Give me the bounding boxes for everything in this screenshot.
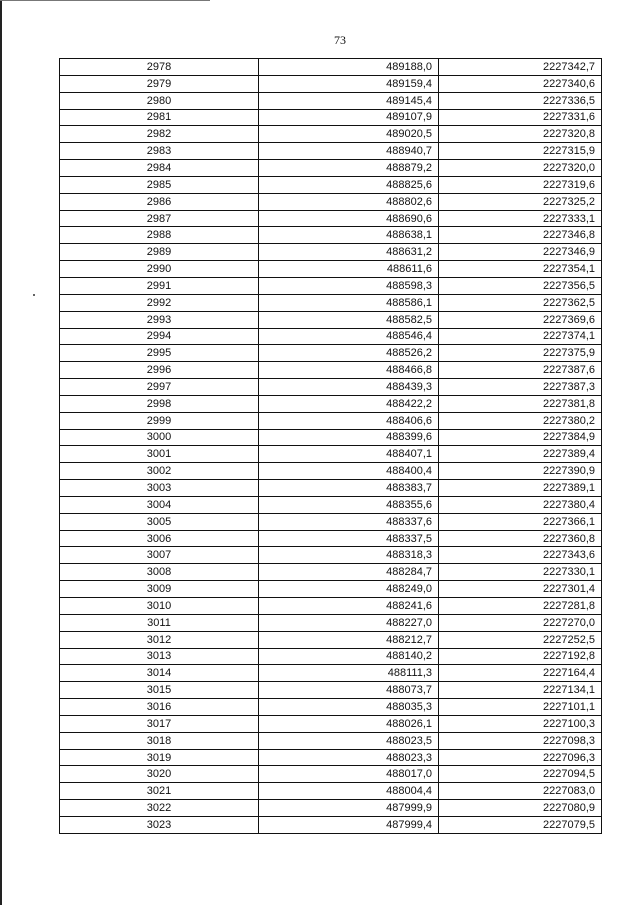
table-row xyxy=(60,547,602,564)
point-number-cell: 2988 xyxy=(60,227,259,244)
table-row xyxy=(60,648,602,665)
table-row xyxy=(60,446,602,463)
x-coordinate-cell: 488526,2 xyxy=(259,345,439,362)
x-coordinate-cell: 488439,3 xyxy=(259,379,439,396)
y-coordinate-cell: 2227134,1 xyxy=(439,682,602,699)
table-row xyxy=(60,783,602,800)
y-coordinate-cell: 2227192,8 xyxy=(439,648,602,665)
point-number-cell: 3019 xyxy=(60,749,259,766)
point-number-cell: 3002 xyxy=(60,463,259,480)
table-row xyxy=(60,614,602,631)
point-number-cell: 3010 xyxy=(60,598,259,615)
x-coordinate-cell: 488383,7 xyxy=(259,480,439,497)
y-coordinate-cell: 2227330,1 xyxy=(439,564,602,581)
table-row xyxy=(60,227,602,244)
x-coordinate-cell: 488023,5 xyxy=(259,732,439,749)
point-number-cell: 3012 xyxy=(60,631,259,648)
table-row xyxy=(60,463,602,480)
x-coordinate-cell: 488073,7 xyxy=(259,682,439,699)
x-coordinate-cell: 488023,3 xyxy=(259,749,439,766)
point-number-cell: 2991 xyxy=(60,277,259,294)
table-row xyxy=(60,530,602,547)
x-coordinate-cell: 488638,1 xyxy=(259,227,439,244)
table-row xyxy=(60,210,602,227)
table-row xyxy=(60,143,602,160)
x-coordinate-cell: 489188,0 xyxy=(259,59,439,76)
y-coordinate-cell: 2227164,4 xyxy=(439,665,602,682)
point-number-cell: 2981 xyxy=(60,109,259,126)
y-coordinate-cell: 2227098,3 xyxy=(439,732,602,749)
page-number: 73 xyxy=(334,33,346,47)
x-coordinate-cell: 487999,4 xyxy=(259,816,439,833)
point-number-cell: 3008 xyxy=(60,564,259,581)
x-coordinate-cell: 488241,6 xyxy=(259,598,439,615)
y-coordinate-cell: 2227096,3 xyxy=(439,749,602,766)
table-row xyxy=(60,244,602,261)
point-number-cell: 2999 xyxy=(60,412,259,429)
y-coordinate-cell: 2227343,6 xyxy=(439,547,602,564)
top-rule xyxy=(0,0,210,1)
y-coordinate-cell: 2227366,1 xyxy=(439,513,602,530)
x-coordinate-cell: 488227,0 xyxy=(259,614,439,631)
table-row xyxy=(60,800,602,817)
point-number-cell: 2996 xyxy=(60,362,259,379)
point-number-cell: 3000 xyxy=(60,429,259,446)
y-coordinate-cell: 2227270,0 xyxy=(439,614,602,631)
x-coordinate-cell: 489107,9 xyxy=(259,109,439,126)
x-coordinate-cell: 488422,2 xyxy=(259,395,439,412)
x-coordinate-cell: 488690,6 xyxy=(259,210,439,227)
point-number-cell: 3020 xyxy=(60,766,259,783)
y-coordinate-cell: 2227252,5 xyxy=(439,631,602,648)
scan-left-edge xyxy=(0,0,2,905)
table-row xyxy=(60,665,602,682)
x-coordinate-cell: 488284,7 xyxy=(259,564,439,581)
table-row xyxy=(60,59,602,76)
y-coordinate-cell: 2227369,6 xyxy=(439,311,602,328)
y-coordinate-cell: 2227325,2 xyxy=(439,193,602,210)
coordinates-table xyxy=(59,58,602,834)
point-number-cell: 3017 xyxy=(60,715,259,732)
table-row xyxy=(60,429,602,446)
x-coordinate-cell: 488611,6 xyxy=(259,261,439,278)
x-coordinate-cell: 488466,8 xyxy=(259,362,439,379)
x-coordinate-cell: 488026,1 xyxy=(259,715,439,732)
y-coordinate-cell: 2227080,9 xyxy=(439,800,602,817)
y-coordinate-cell: 2227320,8 xyxy=(439,126,602,143)
point-number-cell: 3009 xyxy=(60,581,259,598)
table-row xyxy=(60,294,602,311)
y-coordinate-cell: 2227315,9 xyxy=(439,143,602,160)
x-coordinate-cell: 488879,2 xyxy=(259,160,439,177)
point-number-cell: 2998 xyxy=(60,395,259,412)
y-coordinate-cell: 2227360,8 xyxy=(439,530,602,547)
table-row xyxy=(60,564,602,581)
point-number-cell: 2979 xyxy=(60,75,259,92)
x-coordinate-cell: 488337,5 xyxy=(259,530,439,547)
point-number-cell: 2984 xyxy=(60,160,259,177)
scan-speck xyxy=(33,294,35,296)
x-coordinate-cell: 488318,3 xyxy=(259,547,439,564)
table-row xyxy=(60,598,602,615)
point-number-cell: 2978 xyxy=(60,59,259,76)
table-row xyxy=(60,277,602,294)
y-coordinate-cell: 2227384,9 xyxy=(439,429,602,446)
table-row xyxy=(60,715,602,732)
x-coordinate-cell: 488140,2 xyxy=(259,648,439,665)
point-number-cell: 2993 xyxy=(60,311,259,328)
y-coordinate-cell: 2227094,5 xyxy=(439,766,602,783)
y-coordinate-cell: 2227362,5 xyxy=(439,294,602,311)
point-number-cell: 3022 xyxy=(60,800,259,817)
y-coordinate-cell: 2227389,1 xyxy=(439,480,602,497)
table-row xyxy=(60,311,602,328)
y-coordinate-cell: 2227381,8 xyxy=(439,395,602,412)
y-coordinate-cell: 2227389,4 xyxy=(439,446,602,463)
y-coordinate-cell: 2227100,3 xyxy=(439,715,602,732)
x-coordinate-cell: 488017,0 xyxy=(259,766,439,783)
table-row xyxy=(60,412,602,429)
table-row xyxy=(60,109,602,126)
x-coordinate-cell: 488546,4 xyxy=(259,328,439,345)
table-row xyxy=(60,261,602,278)
point-number-cell: 3001 xyxy=(60,446,259,463)
point-number-cell: 3011 xyxy=(60,614,259,631)
y-coordinate-cell: 2227380,4 xyxy=(439,496,602,513)
y-coordinate-cell: 2227079,5 xyxy=(439,816,602,833)
x-coordinate-cell: 488337,6 xyxy=(259,513,439,530)
point-number-cell: 2986 xyxy=(60,193,259,210)
y-coordinate-cell: 2227375,9 xyxy=(439,345,602,362)
y-coordinate-cell: 2227387,3 xyxy=(439,379,602,396)
point-number-cell: 2983 xyxy=(60,143,259,160)
y-coordinate-cell: 2227390,9 xyxy=(439,463,602,480)
x-coordinate-cell: 489145,4 xyxy=(259,92,439,109)
x-coordinate-cell: 488004,4 xyxy=(259,783,439,800)
point-number-cell: 2980 xyxy=(60,92,259,109)
table-row xyxy=(60,126,602,143)
table-row xyxy=(60,682,602,699)
y-coordinate-cell: 2227281,8 xyxy=(439,598,602,615)
y-coordinate-cell: 2227301,4 xyxy=(439,581,602,598)
x-coordinate-cell: 489020,5 xyxy=(259,126,439,143)
table-row xyxy=(60,345,602,362)
y-coordinate-cell: 2227331,6 xyxy=(439,109,602,126)
point-number-cell: 3014 xyxy=(60,665,259,682)
x-coordinate-cell: 488582,5 xyxy=(259,311,439,328)
point-number-cell: 2989 xyxy=(60,244,259,261)
table-row xyxy=(60,92,602,109)
x-coordinate-cell: 488802,6 xyxy=(259,193,439,210)
point-number-cell: 2997 xyxy=(60,379,259,396)
coordinates-table-body xyxy=(60,59,602,834)
x-coordinate-cell: 488631,2 xyxy=(259,244,439,261)
y-coordinate-cell: 2227320,0 xyxy=(439,160,602,177)
table-row xyxy=(60,581,602,598)
point-number-cell: 3023 xyxy=(60,816,259,833)
x-coordinate-cell: 488598,3 xyxy=(259,277,439,294)
x-coordinate-cell: 488212,7 xyxy=(259,631,439,648)
point-number-cell: 2982 xyxy=(60,126,259,143)
table-row xyxy=(60,766,602,783)
table-row xyxy=(60,480,602,497)
y-coordinate-cell: 2227101,1 xyxy=(439,699,602,716)
table-row xyxy=(60,160,602,177)
y-coordinate-cell: 2227342,7 xyxy=(439,59,602,76)
x-coordinate-cell: 488400,4 xyxy=(259,463,439,480)
x-coordinate-cell: 487999,9 xyxy=(259,800,439,817)
point-number-cell: 3003 xyxy=(60,480,259,497)
point-number-cell: 2995 xyxy=(60,345,259,362)
y-coordinate-cell: 2227380,2 xyxy=(439,412,602,429)
x-coordinate-cell: 488399,6 xyxy=(259,429,439,446)
table-row xyxy=(60,379,602,396)
table-row xyxy=(60,749,602,766)
y-coordinate-cell: 2227333,1 xyxy=(439,210,602,227)
table-row xyxy=(60,631,602,648)
table-row xyxy=(60,513,602,530)
point-number-cell: 3021 xyxy=(60,783,259,800)
x-coordinate-cell: 488825,6 xyxy=(259,176,439,193)
point-number-cell: 3013 xyxy=(60,648,259,665)
x-coordinate-cell: 488355,6 xyxy=(259,496,439,513)
point-number-cell: 2992 xyxy=(60,294,259,311)
point-number-cell: 2994 xyxy=(60,328,259,345)
y-coordinate-cell: 2227340,6 xyxy=(439,75,602,92)
x-coordinate-cell: 488035,3 xyxy=(259,699,439,716)
y-coordinate-cell: 2227356,5 xyxy=(439,277,602,294)
x-coordinate-cell: 488406,6 xyxy=(259,412,439,429)
point-number-cell: 3005 xyxy=(60,513,259,530)
x-coordinate-cell: 488586,1 xyxy=(259,294,439,311)
table-row xyxy=(60,328,602,345)
y-coordinate-cell: 2227083,0 xyxy=(439,783,602,800)
y-coordinate-cell: 2227387,6 xyxy=(439,362,602,379)
point-number-cell: 2987 xyxy=(60,210,259,227)
point-number-cell: 3015 xyxy=(60,682,259,699)
table-row xyxy=(60,75,602,92)
x-coordinate-cell: 489159,4 xyxy=(259,75,439,92)
y-coordinate-cell: 2227374,1 xyxy=(439,328,602,345)
point-number-cell: 3018 xyxy=(60,732,259,749)
point-number-cell: 3007 xyxy=(60,547,259,564)
y-coordinate-cell: 2227346,8 xyxy=(439,227,602,244)
y-coordinate-cell: 2227354,1 xyxy=(439,261,602,278)
table-row xyxy=(60,732,602,749)
point-number-cell: 2985 xyxy=(60,176,259,193)
y-coordinate-cell: 2227336,5 xyxy=(439,92,602,109)
y-coordinate-cell: 2227319,6 xyxy=(439,176,602,193)
table-row xyxy=(60,496,602,513)
x-coordinate-cell: 488249,0 xyxy=(259,581,439,598)
y-coordinate-cell: 2227346,9 xyxy=(439,244,602,261)
table-row xyxy=(60,699,602,716)
x-coordinate-cell: 488940,7 xyxy=(259,143,439,160)
point-number-cell: 2990 xyxy=(60,261,259,278)
table-row xyxy=(60,816,602,833)
point-number-cell: 3004 xyxy=(60,496,259,513)
x-coordinate-cell: 488111,3 xyxy=(259,665,439,682)
table-row xyxy=(60,193,602,210)
table-row xyxy=(60,176,602,193)
x-coordinate-cell: 488407,1 xyxy=(259,446,439,463)
table-row xyxy=(60,362,602,379)
table-row xyxy=(60,395,602,412)
point-number-cell: 3016 xyxy=(60,699,259,716)
point-number-cell: 3006 xyxy=(60,530,259,547)
